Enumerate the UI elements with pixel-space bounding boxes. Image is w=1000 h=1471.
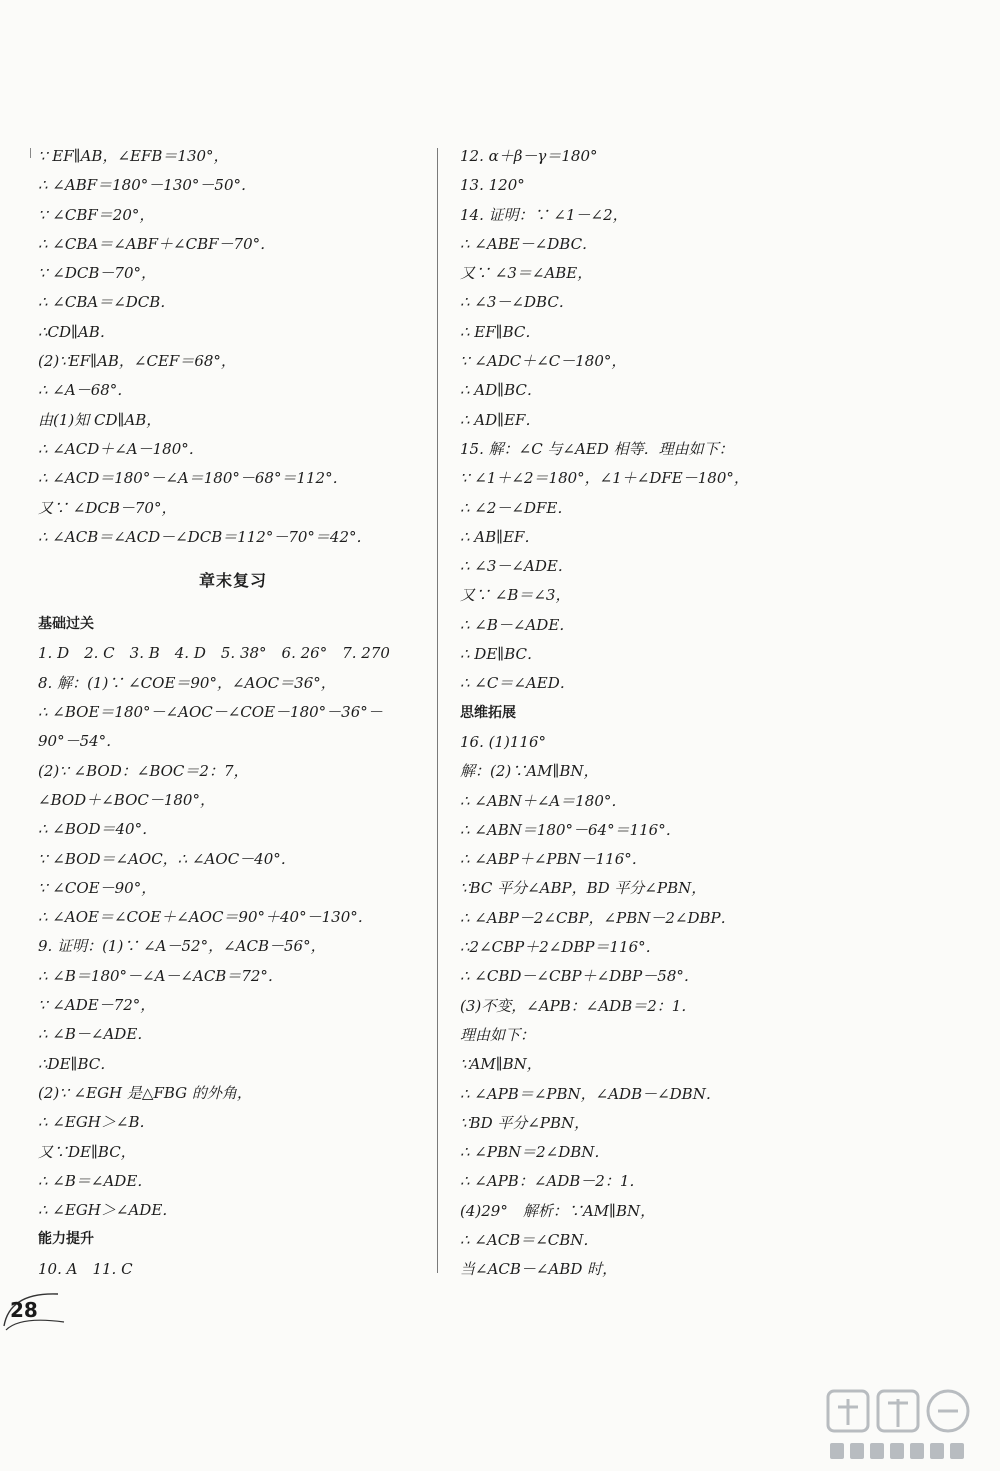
answer-line: ∵ ∠1＋∠2＝180°，∠1＋∠DFE－180°， [460, 469, 749, 488]
answer-line: ∵ ∠ADC＋∠C－180°， [460, 352, 627, 371]
answer-line: ∵ EF∥AB，∠EFB＝130°， [38, 147, 229, 165]
answer-line: ∴ ∠B－∠ADE． [38, 1025, 153, 1044]
answer-line: ∴ AB∥EF． [460, 527, 540, 546]
answer-line: 10. A 11. C [38, 1259, 133, 1278]
answer-line: ∴ ∠C＝∠AED． [460, 674, 575, 693]
right-column [460, 142, 860, 1285]
answer-line: ∴ ∠CBD－∠CBP＋∠DBP－58°． [460, 967, 699, 986]
answer-line: ∠BOD＋∠BOC－180°， [38, 790, 215, 809]
answer-line: ∴ ∠ABN＝180°－64°＝116°． [460, 820, 681, 839]
answer-line: (4)29° 解析：∵AM∥BN， [460, 1201, 656, 1220]
answer-line: ∴ ∠3－∠ADE． [460, 557, 573, 576]
answer-line: 又∵ ∠DCB－70°， [38, 498, 177, 517]
answer-line: ∴ ∠B－∠ADE． [460, 615, 575, 634]
answer-line: ∴ ∠EGH＞∠B． [38, 1113, 155, 1132]
answer-line: 当∠ACB－∠ABD 时， [460, 1260, 618, 1279]
answer-line: 90°－54°． [38, 732, 122, 751]
answer-line: 12. α＋β－γ＝180° [460, 147, 598, 165]
answer-line: (2)∵ ∠EGH 是△FBG 的外角， [38, 1083, 252, 1102]
answer-line: ∴ ∠AOE＝∠COE＋∠AOC＝90°＋40°－130°． [38, 908, 373, 927]
answer-line: 解：(2)∵AM∥BN， [460, 762, 599, 781]
answer-line: (2)∵EF∥AB，∠CEF＝68°， [38, 352, 236, 371]
answer-line: 1. D 2. C 3. B 4. D 5. 38° 6. 26° 7. 270 [38, 644, 390, 663]
answer-line: ∴ ∠A－68°． [38, 381, 133, 400]
answer-line: 16. (1)116° [460, 732, 547, 751]
answer-line: ∴ AD∥BC． [460, 381, 542, 400]
answer-line: ∴DE∥BC． [38, 1054, 116, 1073]
answer-line: ∴ AD∥EF． [460, 410, 541, 429]
answer-line: ∵AM∥BN， [460, 1055, 542, 1074]
answer-line: ∵ ∠COE－90°， [38, 878, 157, 897]
answer-line: ∵BD 平分∠PBN， [460, 1113, 590, 1132]
answer-line: ∴ ∠ABF＝180°－130°－50°． [38, 176, 256, 195]
answer-line: ∴ ∠B＝∠ADE． [38, 1171, 153, 1190]
answer-line: 14. 证明：∵ ∠1－∠2， [460, 205, 628, 224]
answer-line: 理由如下： [460, 1025, 536, 1044]
answer-line: ∵BC 平分∠ABP，BD 平分∠PBN， [460, 879, 707, 898]
answer-line: ∴ ∠CBA＝∠DCB． [38, 293, 176, 312]
answer-line: ∴ ∠B＝180°－∠A－∠ACB＝72°． [38, 966, 283, 985]
answer-line: (3)不变，∠APB：∠ADB＝2：1． [460, 996, 697, 1015]
answer-line: ∴ ∠ACB＝∠ACD－∠DCB＝112°－70°＝42°． [38, 527, 372, 546]
answer-line: ∴ ∠BOE＝180°－∠AOC－∠COE－180°－36°－ [38, 703, 383, 722]
watermark-logo [820, 1385, 980, 1465]
answer-line: ∴CD∥AB． [38, 322, 115, 341]
answer-line: ∴2∠CBP＋2∠DBP＝116°． [460, 938, 661, 957]
page-number: 28 [10, 1298, 38, 1322]
answer-line: ∴ ∠ABN＋∠A＝180°． [460, 791, 627, 810]
answer-line: 15. 解：∠C 与∠AED 相等．理由如下： [460, 439, 734, 458]
answer-line: 又∵ ∠3＝∠ABE， [460, 264, 593, 283]
answer-line: ∴ ∠ACD＋∠A－180°． [38, 439, 204, 458]
answer-line: ∴ ∠APB＝∠PBN，∠ADB－∠DBN． [460, 1084, 721, 1103]
section-title: 章末复习 [198, 571, 267, 591]
answer-line: ∴ ∠ACD＝180°－∠A＝180°－68°＝112°． [38, 469, 348, 488]
answer-line: ∴ ∠BOD＝40°． [38, 820, 158, 839]
answer-line: 又∵ ∠B＝∠3， [460, 586, 571, 605]
sub-heading: 基础过关 [38, 616, 94, 633]
column-divider [437, 148, 438, 1273]
answer-line: ∴ ∠2－∠DFE． [460, 498, 573, 517]
answer-line: ∵ ∠ADE－72°， [38, 996, 156, 1015]
answer-line: ∴ ∠3－∠DBC． [460, 293, 574, 312]
answer-line: ∴ ∠APB：∠ADB－2：1． [460, 1172, 645, 1191]
answer-line: ∵ ∠CBF＝20°， [38, 205, 155, 224]
answer-line: ∵ ∠DCB－70°， [38, 264, 156, 283]
answer-line: ∴ ∠CBA＝∠ABF＋∠CBF－70°． [38, 234, 276, 253]
answer-line: ∴ ∠ABE－∠DBC． [460, 234, 598, 253]
answer-line: 13. 120° [460, 176, 525, 195]
answer-line: (2)∵ ∠BOD：∠BOC＝2：7， [38, 761, 249, 780]
answer-line: 9. 证明：(1)∵ ∠A－52°，∠ACB－56°， [38, 937, 326, 956]
answer-line: 由(1)知 CD∥AB， [38, 410, 162, 429]
left-column [38, 142, 428, 1284]
answer-line: ∵ ∠BOD＝∠AOC，∴ ∠AOC－40°． [38, 849, 296, 868]
answer-line: ∴ ∠EGH＞∠ADE． [38, 1201, 178, 1220]
answer-line: 又∵DE∥BC， [38, 1142, 136, 1161]
answer-line: ∴ ∠PBN＝2∠DBN． [460, 1143, 610, 1162]
answer-line: ∴ DE∥BC． [460, 645, 542, 664]
answer-line: ∴ ∠ABP＋∠PBN－116°． [460, 850, 647, 869]
answer-line: ∴ ∠ACB＝∠CBN． [460, 1230, 599, 1249]
answer-line: 8. 解：(1)∵ ∠COE＝90°，∠AOC＝36°， [38, 673, 336, 692]
margin-tick [30, 148, 31, 158]
sub-heading: 能力提升 [38, 1231, 94, 1248]
answer-line: ∴ EF∥BC． [460, 322, 541, 341]
answer-line: ∴ ∠ABP－2∠CBP，∠PBN－2∠DBP． [460, 908, 736, 927]
sub-heading: 思维拓展 [460, 704, 516, 721]
